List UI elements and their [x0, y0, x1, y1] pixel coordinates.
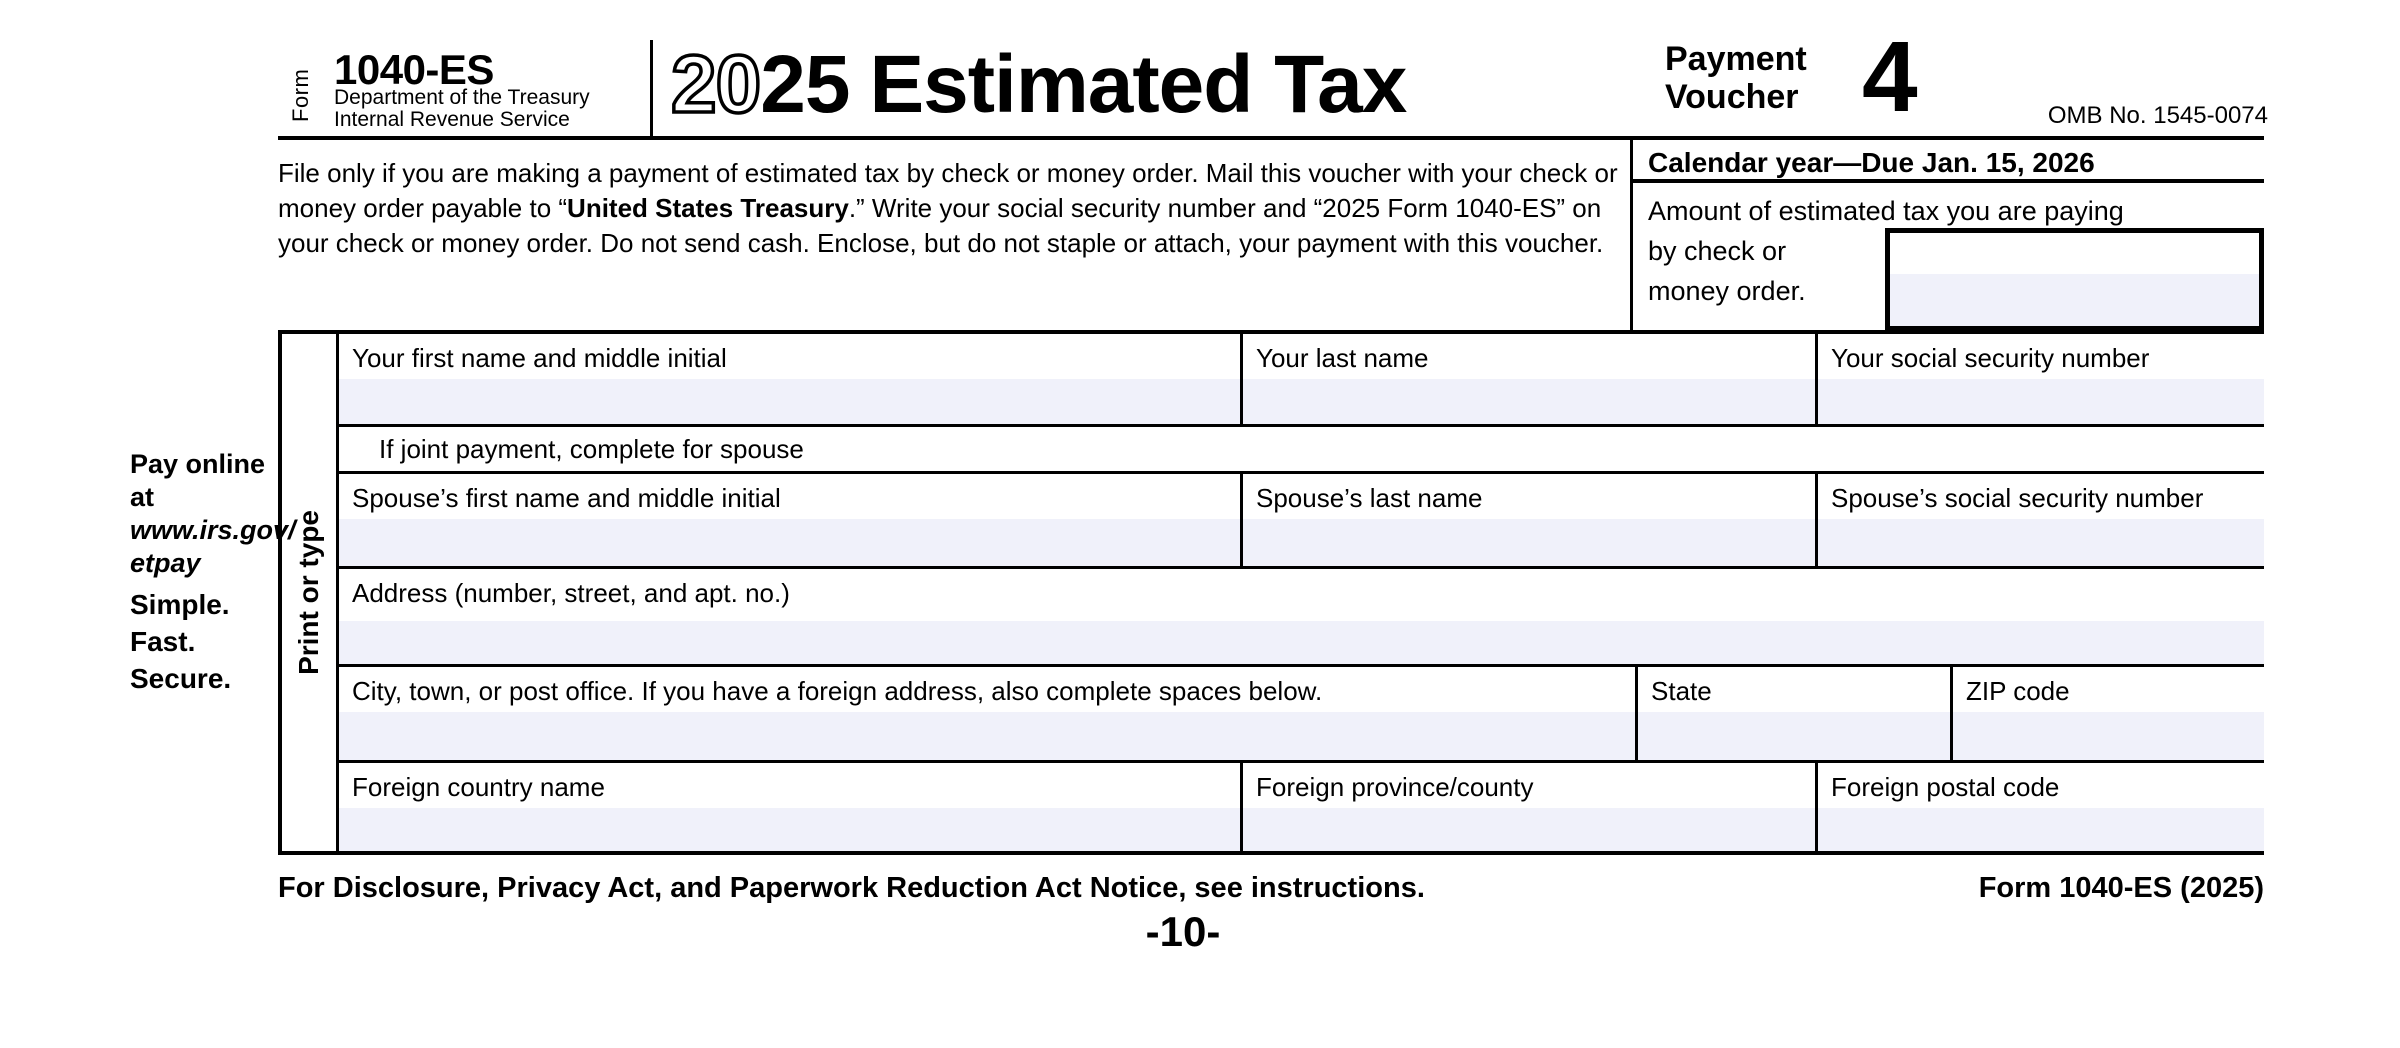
address-cell [339, 569, 2264, 664]
pay-online-line: Pay online at [130, 449, 266, 512]
address-label: Address (number, street, and apt. no.) [352, 578, 790, 608]
irs-line: Internal Revenue Service [334, 108, 570, 131]
table-rows [339, 334, 2264, 851]
foreign-postal-cell [1815, 763, 2264, 851]
payment-box-left-border [1630, 136, 1633, 330]
pay-online-note [130, 448, 296, 580]
first-name-cell [339, 334, 1240, 424]
spouse-last-name-input[interactable] [1243, 519, 1815, 566]
spouse-ssn-input[interactable] [1818, 519, 2264, 566]
spouse-ssn-label: Spouse’s social security number [1831, 483, 2204, 513]
foreign-province-cell [1240, 763, 1815, 851]
ssn-label: Your social security number [1831, 343, 2150, 373]
joint-payment-label: If joint payment, complete for spouse [379, 433, 804, 464]
city-cell [339, 667, 1635, 760]
state-label: State [1651, 676, 1712, 706]
form-number: 1040-ES [334, 46, 494, 93]
title-text: Estimated Tax [869, 39, 1407, 130]
spouse-first-name-input[interactable] [339, 519, 1240, 566]
spouse-first-name-cell [339, 474, 1240, 566]
page-title [671, 39, 1407, 130]
foreign-country-cell [339, 763, 1240, 851]
last-name-cell [1240, 334, 1815, 424]
foreign-postal-label: Foreign postal code [1831, 772, 2060, 802]
ssn-input[interactable] [1818, 379, 2264, 424]
payable-to-bold: United States Treasury [567, 193, 849, 223]
page-number: -10- [1145, 908, 1221, 955]
last-name-input[interactable] [1243, 379, 1815, 424]
spouse-name-row [339, 471, 2264, 566]
title-year-outline: 20 [671, 39, 761, 130]
spouse-last-name-label: Spouse’s last name [1256, 483, 1483, 513]
foreign-country-label: Foreign country name [352, 772, 605, 802]
form-reference: Form 1040-ES (2025) [1978, 872, 2264, 904]
voucher-number: 4 [1862, 21, 1918, 133]
spouse-first-name-label: Spouse’s first name and middle initial [352, 483, 781, 513]
header-rule [278, 136, 2264, 140]
filing-instructions: File only if you are making a payment of estimated tax by check or money order. Mail this voucher with your check or money order payable to “United States Treasury.” Write your social security number and “2025 Form 1040-ES” on your check or money order. Do not send cash. Enclose, but do not staple or attach, your payment with this voucher. [278, 158, 1618, 258]
city-state-zip-row [339, 664, 2264, 760]
tagline-block [130, 586, 231, 697]
joint-payment-row [339, 424, 2264, 471]
zip-input[interactable] [1953, 712, 2264, 760]
amount-label-line2: by check or [1648, 236, 1787, 266]
print-or-type-column [282, 334, 339, 851]
spouse-ssn-cell [1815, 474, 2264, 566]
omb-number: OMB No. 1545-0074 [2047, 102, 2268, 129]
spouse-last-name-cell [1240, 474, 1815, 566]
ssn-cell [1815, 334, 2264, 424]
tagline-secure: Secure. [130, 663, 232, 694]
dept-treasury-line: Department of the Treasury [334, 86, 590, 109]
foreign-province-input[interactable] [1243, 808, 1815, 851]
state-input[interactable] [1638, 712, 1950, 760]
amount-input[interactable] [1885, 228, 2264, 331]
payment-voucher-label: Payment Voucher [1665, 40, 1807, 116]
form-vertical-label: Form [288, 68, 313, 122]
irs-url-line1: www.irs.gov/ [130, 515, 296, 545]
print-or-type-label: Print or type [293, 510, 324, 675]
state-cell [1635, 667, 1950, 760]
name-row [339, 334, 2264, 424]
disclosure-notice: For Disclosure, Privacy Act, and Paperwork Reduction Act Notice, see instructions. [278, 872, 1425, 904]
last-name-label: Your last name [1256, 343, 1429, 373]
first-name-input[interactable] [339, 379, 1240, 424]
first-name-label: Your first name and middle initial [352, 343, 727, 373]
zip-cell [1950, 667, 2264, 760]
city-label: City, town, or post office. If you have a foreign address, also complete spaces below. [352, 676, 1323, 706]
foreign-address-row [339, 760, 2264, 851]
city-input[interactable] [339, 712, 1635, 760]
header-divider [650, 40, 653, 138]
amount-label-line3: money order. [1648, 276, 1806, 306]
foreign-province-label: Foreign province/county [1256, 772, 1534, 802]
address-row [339, 566, 2264, 664]
amount-label-line1: Amount of estimated tax you are paying [1648, 196, 2124, 226]
payment-box-divider [1630, 179, 2264, 183]
zip-label: ZIP code [1966, 676, 2070, 706]
foreign-country-input[interactable] [339, 808, 1240, 851]
address-input[interactable] [339, 621, 2264, 664]
tagline-simple: Simple. [130, 589, 230, 620]
calendar-due-line: Calendar year—Due Jan. 15, 2026 [1648, 147, 2095, 178]
tagline-fast: Fast. [130, 626, 196, 657]
title-year-solid: 25 [760, 39, 850, 130]
foreign-postal-input[interactable] [1818, 808, 2264, 851]
irs-url-line2: etpay [130, 548, 201, 578]
taxpayer-info-table [278, 330, 2264, 855]
